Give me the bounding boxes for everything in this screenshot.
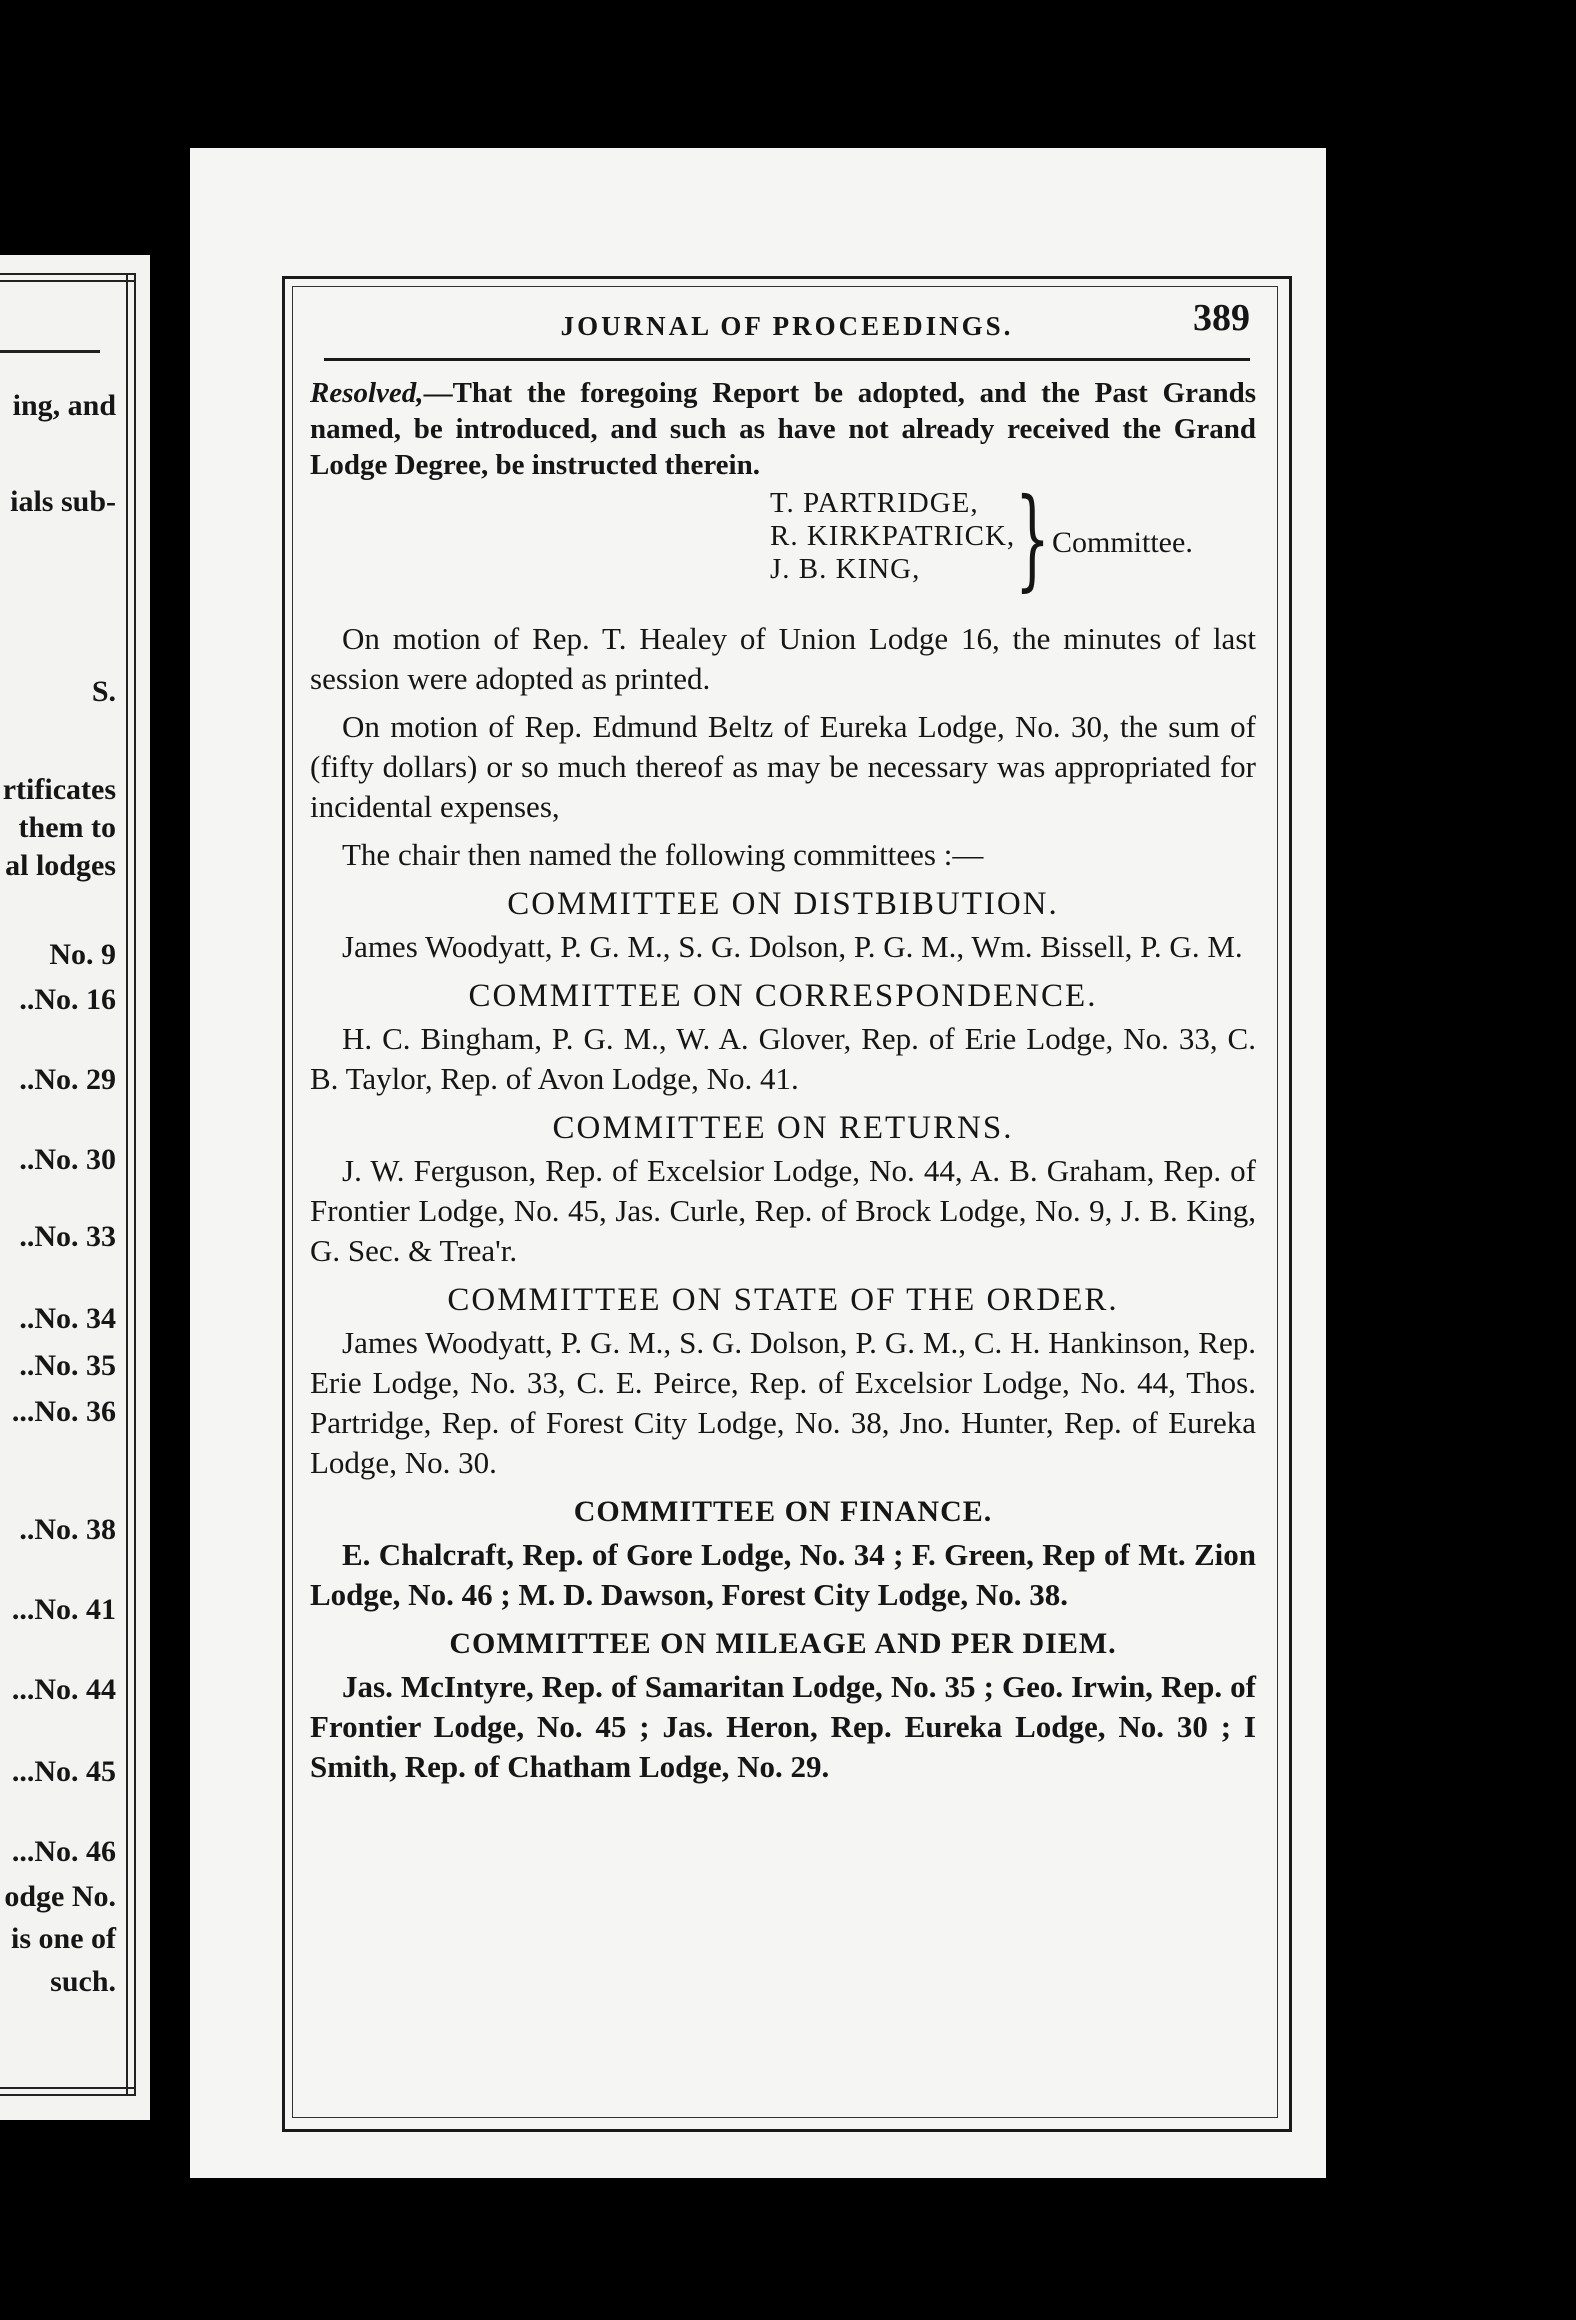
committee-title: COMMITTEE ON FINANCE. [573,1495,993,1528]
left-page-line: ..No. 29 [19,1063,116,1096]
paragraph-committees-intro: The chair then named the following committees :— [342,837,984,872]
left-page-header-rule [0,350,100,353]
committee-title: COMMITTEE ON STATE OF THE ORDER. [447,1282,1119,1318]
left-page-side-rule [126,273,136,2096]
committee-title: COMMITTEE ON MILEAGE AND PER DIEM. [449,1627,1117,1660]
left-page-line: them to [18,811,116,844]
left-page-line: ..No. 16 [19,983,116,1016]
left-page-line: ...No. 45 [11,1755,116,1788]
signature-names [770,487,1015,586]
committee-members: James Woodyatt, P. G. M., S. G. Dolson, P. G. M., Wm. Bissell, P. G. M. [342,929,1243,964]
committee-title: COMMITTEE ON CORRESPONDENCE. [468,978,1098,1014]
left-page-line: ..No. 30 [19,1143,116,1176]
committee-members: E. Chalcraft, Rep. of Gore Lodge, No. 34 ; F. Green, Rep of Mt. Zion Lodge, No. 46 ; M. D. Dawson, Forest City Lodge, No. 38. [310,1537,1256,1612]
paragraph-appropriation: On motion of Rep. Edmund Beltz of Eureka Lodge, No. 30, the sum of (fifty dollars) or so much thereof as may be necessary was appropriated for incidental expenses, [310,709,1256,824]
left-page-line: al lodges [5,849,116,882]
left-page-line: ..No. 35 [19,1349,116,1382]
left-page-bottom-rule [0,2087,136,2096]
left-page-line: is one of [11,1922,116,1955]
book-page [190,148,1326,2178]
left-page-line: rtificates [2,773,116,806]
committee-title: COMMITTEE ON RETURNS. [552,1110,1014,1146]
committee-returns [310,1105,1256,1271]
left-page-line: No. 9 [49,938,116,971]
page-number: 389 [1193,297,1250,339]
committee-state-of-order [310,1277,1256,1483]
committee-mileage [310,1621,1256,1787]
committee-correspondence [310,973,1256,1099]
left-page-line: ials sub- [10,485,116,518]
signature-name: T. PARTRIDGE, [770,487,979,519]
left-page-line: such. [50,1965,116,1998]
left-page-line: ..No. 38 [19,1513,116,1546]
left-page-line: ...No. 44 [11,1673,116,1706]
resolution-paragraph [310,375,1256,483]
left-page-line: ..No. 33 [19,1220,116,1253]
left-page-fragment [0,255,150,2120]
signature-block [310,474,1256,602]
committee-title: COMMITTEE ON DISTBIBUTION. [507,886,1059,922]
left-page-line: ...No. 36 [11,1395,116,1428]
brace-icon: } [1015,474,1050,602]
resolution-text: —That the foregoing Report be adopted, and the Past Grands named, be introduced, and such as have not already received the Grand Lodge Degree, be instructed therein. [310,377,1256,481]
left-page-line: ...No. 41 [11,1593,116,1626]
committee-members: Jas. McIntyre, Rep. of Samaritan Lodge, No. 35 ; Geo. Irwin, Rep. of Frontier Lodge, No. 45 ; Jas. Heron, Rep. Eureka Lodge, No. 30 ; I Smith, Rep. of Chatham Lodge, No. 29. [310,1669,1256,1784]
left-page-line: ...No. 46 [11,1835,116,1868]
paragraph-minutes: On motion of Rep. T. Healey of Union Lodge 16, the minutes of last session were adopted as printed. [310,621,1256,696]
left-page-top-rule [0,273,136,282]
page-content [310,296,1256,1787]
running-head: JOURNAL OF PROCEEDINGS. [560,311,1014,341]
committee-members: James Woodyatt, P. G. M., S. G. Dolson, P. G. M., C. H. Hankinson, Rep. Erie Lodge, No. 33, C. E. Peirce, Rep. of Excelsior Lodge, No. 44, Thos. Partridge, Rep. of Forest City Lodge, No. 38, Jno. Hunter, Rep. of Eureka Lodge, No. 30. [310,1325,1256,1480]
left-page-line: ..No. 34 [19,1302,116,1335]
committee-members: H. C. Bingham, P. G. M., W. A. Glover, Rep. of Erie Lodge, No. 33, C. B. Taylor, Rep. of Avon Lodge, No. 41. [310,1021,1256,1096]
left-page-line: ing, and [12,389,116,422]
committee-distribution [310,881,1256,967]
signature-name: R. KIRKPATRICK, [770,520,1016,552]
signature-name: J. B. KING, [770,553,921,585]
committee-finance [310,1489,1256,1615]
left-page-line: odge No. [4,1880,116,1913]
page-header [324,296,1250,361]
left-page-line: S. [91,675,116,708]
committee-members: J. W. Ferguson, Rep. of Excelsior Lodge, No. 44, A. B. Graham, Rep. of Frontier Lodge, No. 45, Jas. Curle, Rep. of Brock Lodge, No. 9, J. B. King, G. Sec. & Trea'r. [310,1153,1256,1268]
signature-role: Committee. [1052,526,1193,559]
resolution-lead: Resolved, [310,377,424,409]
